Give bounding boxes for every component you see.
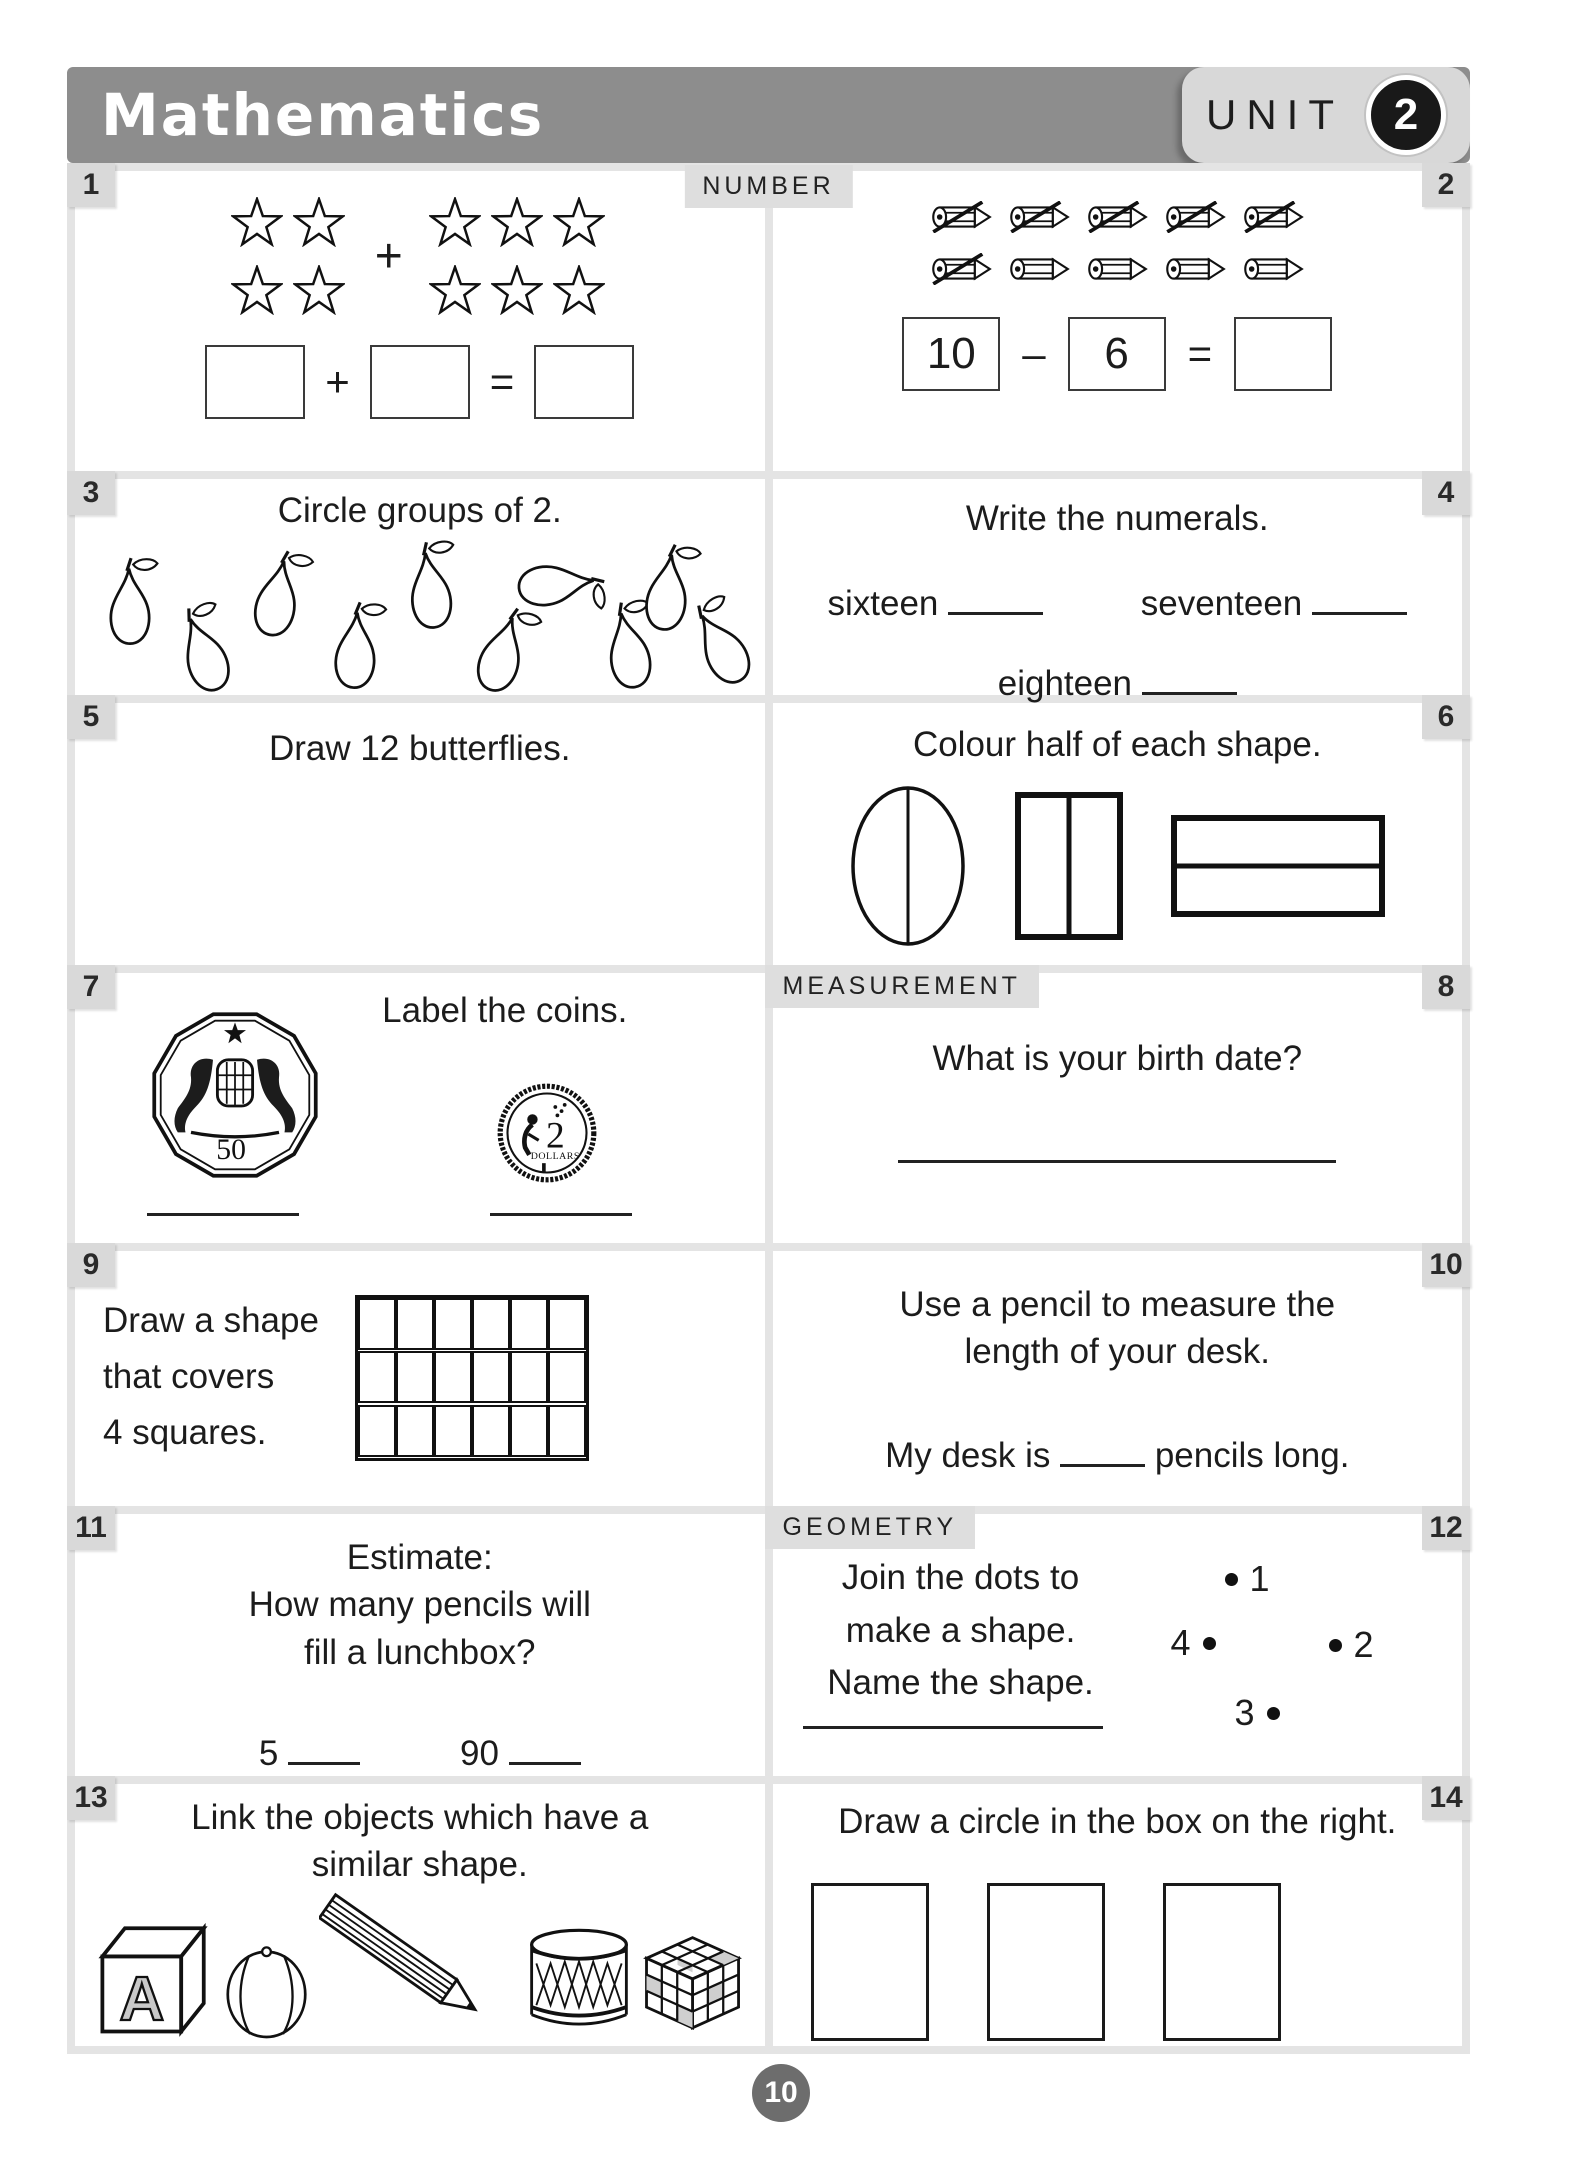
answer-blank [1060,1460,1145,1467]
half-shapes-row [773,784,1463,948]
grid-square [472,1405,510,1457]
equals-sign: = [1187,330,1213,377]
pencil-icon [1008,253,1070,285]
exercise-3 [75,476,765,695]
section-label-geometry: GEOMETRY [765,1506,976,1549]
answer-blank [490,1213,632,1216]
subtrahend-box: 6 [1068,317,1166,391]
star-icon [293,197,345,247]
instruction-text: Write the numerals. [965,499,1269,538]
exercise-5 [75,700,765,965]
star-addition-picture [75,197,765,315]
pencil-crossed-icon [1086,201,1148,233]
plus-sign: + [325,358,350,405]
exercise-number: 7 [67,965,115,1009]
exercise-number: 3 [67,471,115,515]
grid-square [548,1298,586,1350]
exercise-number: 5 [67,695,115,739]
answer-box [370,345,470,419]
grid-square [472,1298,510,1350]
dot-icon [1225,1573,1238,1586]
pencil-crossed-icon [930,201,992,233]
exercise-number: 10 [1422,1243,1470,1287]
rubik-cube-icon [639,1931,747,2041]
grid-square [510,1351,548,1403]
pencil-row [930,253,1304,285]
instruction-text: Circle groups of 2. [277,491,562,530]
unit-badge [1182,67,1470,163]
answer-blank [288,1758,360,1765]
exercise-6 [773,700,1463,965]
pencil-crossed-icon [1164,201,1226,233]
minus-sign: – [1022,330,1046,377]
exercise-9 [75,1248,765,1506]
star-icon [231,197,283,247]
rectangle-halves-shape [1171,815,1385,917]
answer-blank [948,608,1043,615]
star-icon [429,265,481,315]
pencil-crossed-icon [930,253,992,285]
answer-blank [509,1758,581,1765]
instruction-text: Link the objects which have a similar shape. [191,1798,649,1885]
drawing-box [811,1883,929,2041]
numeral-words-row [773,664,1463,704]
option-5: 5 [259,1734,360,1774]
instruction-text: Draw a shape that covers 4 squares. [103,1301,319,1452]
drawing-boxes-row [773,1883,1463,2041]
star-group-right [429,197,609,315]
grid-square [548,1405,586,1457]
grid-square [396,1351,434,1403]
dot-1: 1 [1225,1558,1270,1600]
grid-square [472,1351,510,1403]
plus-sign: + [374,229,403,283]
instruction-text: Join the dots to make a shape. Name the shape. [827,1558,1094,1702]
ball-icon [221,1939,313,2041]
subtraction-equation [773,317,1463,391]
exercise-2 [773,168,1463,471]
pencil-icon [1242,253,1304,285]
star-icon [293,265,345,315]
star-icon [429,197,481,247]
answer-box [534,345,634,419]
squares-grid [355,1295,589,1461]
star-group-left [231,197,349,315]
answer-blank [1312,608,1407,615]
circle-halves-shape [849,784,967,948]
unit-number-badge: 2 [1366,75,1446,155]
exercise-number: 13 [67,1776,115,1820]
drum-icon [525,1921,633,2041]
exercise-1 [75,168,765,471]
star-icon [491,265,543,315]
pear-picture-group [75,527,765,695]
exercise-11 [75,1511,765,1776]
exercise-number: 4 [1422,471,1470,515]
exercise-8 [773,970,1463,1243]
pear-icon [320,597,392,695]
pear-item [97,555,163,650]
answer-box [205,345,305,419]
exercise-number: 1 [67,163,115,207]
equals-sign: = [489,358,515,405]
svg-text:2: 2 [545,1115,565,1157]
dot-2: 2 [1329,1624,1374,1666]
exercise-14 [773,1781,1463,2046]
star-icon [491,197,543,247]
exercise-number: 9 [67,1243,115,1287]
pear-icon [236,541,320,648]
answer-box [1234,317,1332,391]
section-label-number: NUMBER [684,165,852,208]
drawing-box [1163,1883,1281,2041]
page-title: Mathematics [101,81,545,149]
instruction-text: Draw a circle in the box on the right. [838,1802,1397,1841]
pencil-subtraction-picture [773,201,1463,285]
answer-blank [898,1160,1336,1163]
exercise-number: 6 [1422,695,1470,739]
instruction-text: What is your birth date? [932,1039,1303,1078]
exercise-number: 11 [67,1506,115,1550]
instruction-text: Draw 12 butterflies. [268,729,571,768]
exercise-12 [773,1511,1463,1776]
instruction-text: Label the coins. [382,991,628,1030]
exercise-number: 12 [1422,1506,1470,1550]
pear-item [392,536,468,637]
pear-icon [156,595,251,695]
pencil-icon [1164,253,1226,285]
word-seventeen: seventeen [1141,584,1407,624]
star-icon [231,265,283,315]
answer-sentence: My desk is pencils long. [885,1435,1350,1475]
exercise-10 [773,1248,1463,1506]
star-icon [553,265,605,315]
two-dollar-coin [495,1081,599,1185]
svg-text:A: A [119,1964,164,2034]
star-icon [553,197,605,247]
letter-block-icon [93,1915,215,2041]
header [67,67,1470,163]
exercise-4 [773,476,1463,704]
dot-4: 4 [1171,1622,1216,1664]
dot-icon [1267,1707,1280,1720]
grid-square [396,1405,434,1457]
drawing-box [987,1883,1105,2041]
pencil-crossed-icon [1008,201,1070,233]
exercise-number: 8 [1422,965,1470,1009]
grid-square [434,1405,472,1457]
estimate-options [75,1734,765,1774]
minuend-box: 10 [902,317,1000,391]
grid-square [358,1405,396,1457]
grid-square [434,1351,472,1403]
grid-square [358,1351,396,1403]
page-number-badge: 10 [752,2064,810,2122]
grid-square [548,1351,586,1403]
svg-text:50: 50 [216,1133,246,1166]
pear-item [320,597,392,695]
pear-icon [392,536,468,637]
pencil-crossed-icon [1242,201,1304,233]
fifty-cent-coin [147,1007,323,1183]
elder-figure-head [527,1114,537,1124]
numeral-words-row [773,584,1463,624]
exercise-13 [74,1781,765,2046]
answer-blank [1142,688,1237,695]
drawing-space [75,772,765,942]
pencil-row [930,201,1304,233]
square-halves-shape [1015,792,1123,940]
pear-item [156,595,251,695]
pencil-icon [1086,253,1148,285]
objects-row [75,1891,765,2041]
grid-square [510,1298,548,1350]
instruction-text: Use a pencil to measure the length of your desk. [899,1285,1336,1372]
unit-label: UNIT [1206,91,1344,138]
exercise-7 [75,970,765,1243]
exercise-number: 14 [1422,1776,1470,1820]
word-eighteen: eighteen [998,664,1237,703]
dot-icon [1203,1637,1216,1650]
dot-3: 3 [1235,1692,1280,1734]
svg-text:DOLLARS: DOLLARS [530,1151,580,1162]
worksheet-grid [67,163,1470,2054]
grid-square [510,1405,548,1457]
pencil-big-icon [319,1891,519,2041]
answer-blank [803,1726,1103,1729]
option-90: 90 [460,1734,581,1774]
instruction-text: Estimate: How many pencils will fill a lunchbox? [248,1538,591,1672]
pear-icon [97,555,163,650]
exercise-number: 2 [1422,163,1470,207]
instruction-text: Colour half of each shape. [912,725,1322,764]
grid-square [396,1298,434,1350]
grid-square [358,1298,396,1350]
addition-equation [75,345,765,419]
section-label-measurement: MEASUREMENT [765,965,1039,1008]
word-sixteen: sixteen [828,584,1044,624]
grid-square [434,1298,472,1350]
answer-blank [147,1213,299,1216]
pear-item [236,541,320,648]
dot-icon [1329,1639,1342,1652]
